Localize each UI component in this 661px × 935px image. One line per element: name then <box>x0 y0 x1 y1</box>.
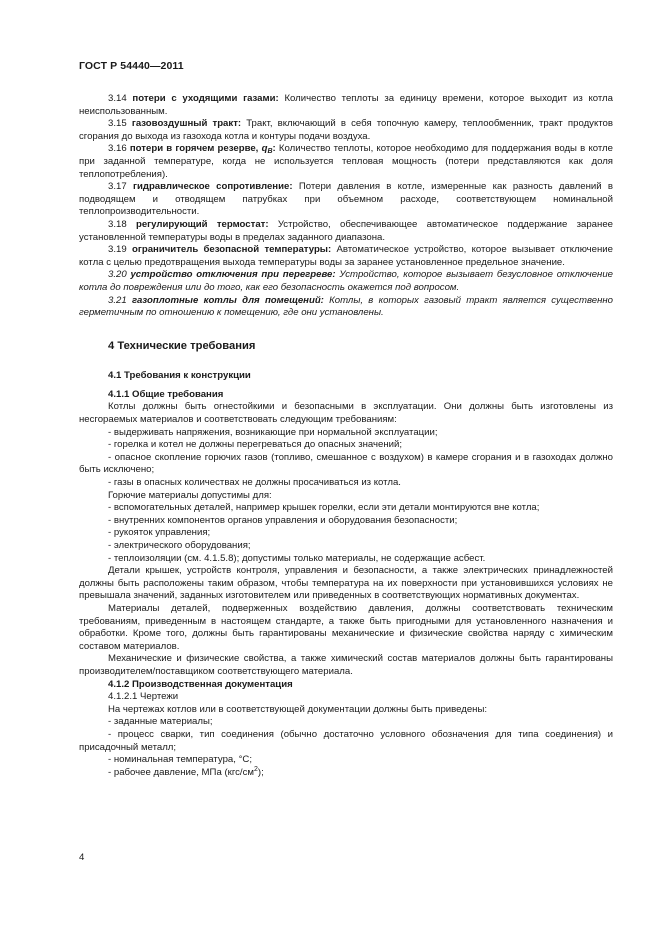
definition-item <box>79 244 613 269</box>
definition-term: ограничитель безопасной температуры: <box>131 244 332 256</box>
definition-number: 3.17 <box>108 181 127 193</box>
list-item: - заданные материалы; <box>108 716 213 728</box>
definition-term: потери в горячем резерве, <box>129 143 259 155</box>
definition-item <box>79 118 613 143</box>
paragraph: Котлы должны быть огнестойкими и безопасными в эксплуатации. Они должны быть изготовлены из несгораемых материалов и соответствовать следующим требованиям: <box>79 401 613 426</box>
list-item: - горелка и котел не должны перегреваться до опасных значений; <box>108 439 403 451</box>
paragraph: Детали крышек, устройств контроля, управления и безопасности, а также электрических принадлежностей должны быть расположены таким образом, чтобы температура на их поверхности при установившихся условиях не превышала значений, заданных изготовителем или приведенных в соответствующих нормативных документах. <box>79 565 613 602</box>
definition-text: Количество теплоты, которое необходимо для поддержания воды в котле при заданной температуре, когда не используется тепловая мощность (потери представляются как доля теплопотребления). <box>79 143 613 180</box>
definition-item <box>79 269 613 294</box>
definition-number: 3.16 <box>108 143 127 155</box>
definition-number: 3.14 <box>108 93 127 104</box>
definition-term: газовоздушный тракт: <box>131 118 242 130</box>
definitions-italic-block <box>79 269 613 319</box>
definition-item <box>79 219 613 244</box>
combustible-materials-list <box>79 502 613 565</box>
definition-text: Устройство, обеспечивающее автоматическое поддержание заранее установленной температуры воды в пределах заданного диапазона. <box>79 218 613 243</box>
definitions-block <box>79 93 613 269</box>
definition-colon: : <box>272 143 276 155</box>
list-item: - электрического оборудования; <box>108 540 251 551</box>
section-4-title: 4 Технические требования <box>108 339 256 352</box>
paragraph: Горючие материалы допустимы для: <box>108 489 272 501</box>
definition-item <box>79 295 613 320</box>
paragraph: На чертежах котлов или в соответствующей документации должны быть приведены: <box>108 703 488 715</box>
document-header: ГОСТ Р 54440—2011 <box>79 60 184 72</box>
definition-term: устройство отключения при перегреве: <box>130 269 336 281</box>
requirements-list <box>79 427 613 490</box>
page-number: 4 <box>79 852 85 863</box>
definition-text: Потери давления в котле, измеренные как разность давлений в подводящем и отводящем патрубках при объемном расходе, соответствующем номинальной теплопроизводительности. <box>79 181 614 218</box>
definition-number: 3.19 <box>108 244 127 256</box>
definition-text: Количество теплоты за единицу времени, которое выходит из котла неиспользованным. <box>79 93 613 117</box>
list-item: - рукояток управления; <box>108 527 211 539</box>
definition-item <box>79 143 613 181</box>
definition-item <box>79 93 613 118</box>
definition-item <box>79 181 613 219</box>
definition-symbol-subscript: B <box>267 148 273 156</box>
list-item: - опасное скопление горючих газов (топливо, смешанное с воздухом) в камере сгорания и в газоходах должно быть исключено; <box>79 451 613 476</box>
list-item: - вспомогательных деталей, например крышек горелки, если эти детали монтируются вне котла; <box>108 502 540 514</box>
definition-term: потери с уходящими газами: <box>132 93 279 104</box>
definition-number: 3.20 <box>108 269 127 281</box>
definition-text: Тракт, включающий в себя топочную камеру, теплообменник, тракт продуктов сгорания до выхода из газохода котла и контуры подачи воздуха. <box>79 118 613 142</box>
definition-term: регулирующий термостат: <box>135 218 269 230</box>
list-item: - номинальная температура, °С; <box>108 754 253 766</box>
list-item: - процесс сварки, тип соединения (обычно достаточно условного обозначения для типа соединения) и присадочный металл; <box>79 728 613 753</box>
paragraph: Механические и физические свойства, а также химический состав материалов должны быть гарантированы производителем/поставщиком соответствующего материала. <box>79 653 613 677</box>
definition-symbol: q <box>261 143 268 155</box>
definition-text: Котлы, в которых газовый тракт является существенно герметичным по отношению к помещению, где они установлены. <box>79 294 613 319</box>
drawing-items-list <box>79 716 613 766</box>
list-item: - газы в опасных количествах не должны просачиваться из котла. <box>108 477 401 489</box>
list-item: - рабочее давление, МПа $(кгс/см^2)$; <box>108 765 264 778</box>
list-item: - внутренних компонентов органов управления и оборудования безопасности; <box>108 514 458 526</box>
definition-text: Автоматическое устройство, которое вызывает отключение котла с целью предотвращения выхода температуры воды за заранее установленное предельное значение. <box>79 244 614 268</box>
section-4-1-1-title: 4.1.1 Общие требования <box>108 388 224 400</box>
section-4-1-title: 4.1 Требования к конструкции <box>108 370 251 382</box>
page-content <box>79 93 613 779</box>
definition-term: гидравлическое сопротивление: <box>132 181 293 193</box>
definition-number: 3.21 <box>108 294 127 306</box>
definition-number: 3.15 <box>108 118 127 130</box>
list-item: - теплоизоляции (см. 4.1.5.8); допустимы только материалы, не содержащие асбест. <box>108 552 486 564</box>
definition-number: 3.18 <box>108 218 127 230</box>
section-4-1-2-1-title: 4.1.2.1 Чертежи <box>108 691 179 703</box>
paragraph: Материалы деталей, подверженных воздействию давления, должны соответствовать техническим требованиям, приведенным в настоящем стандарте, а также быть пригодными для установленного назначения и обработки. Кроме того, должны быть гарантированы механические и физические свойства наряду с химическим составом материалов. <box>79 602 613 652</box>
list-item: - выдерживать напряжения, возникающие при нормальной эксплуатации; <box>108 426 438 438</box>
definition-term: газоплотные котлы для помещений: <box>131 294 324 306</box>
definition-text: Устройство, которое вызывает безусловное отключение котла до повреждения или до того, как его безопасность окажется под вопросом. <box>79 269 613 293</box>
section-4-1-2-title: 4.1.2 Производственная документация <box>108 678 293 690</box>
